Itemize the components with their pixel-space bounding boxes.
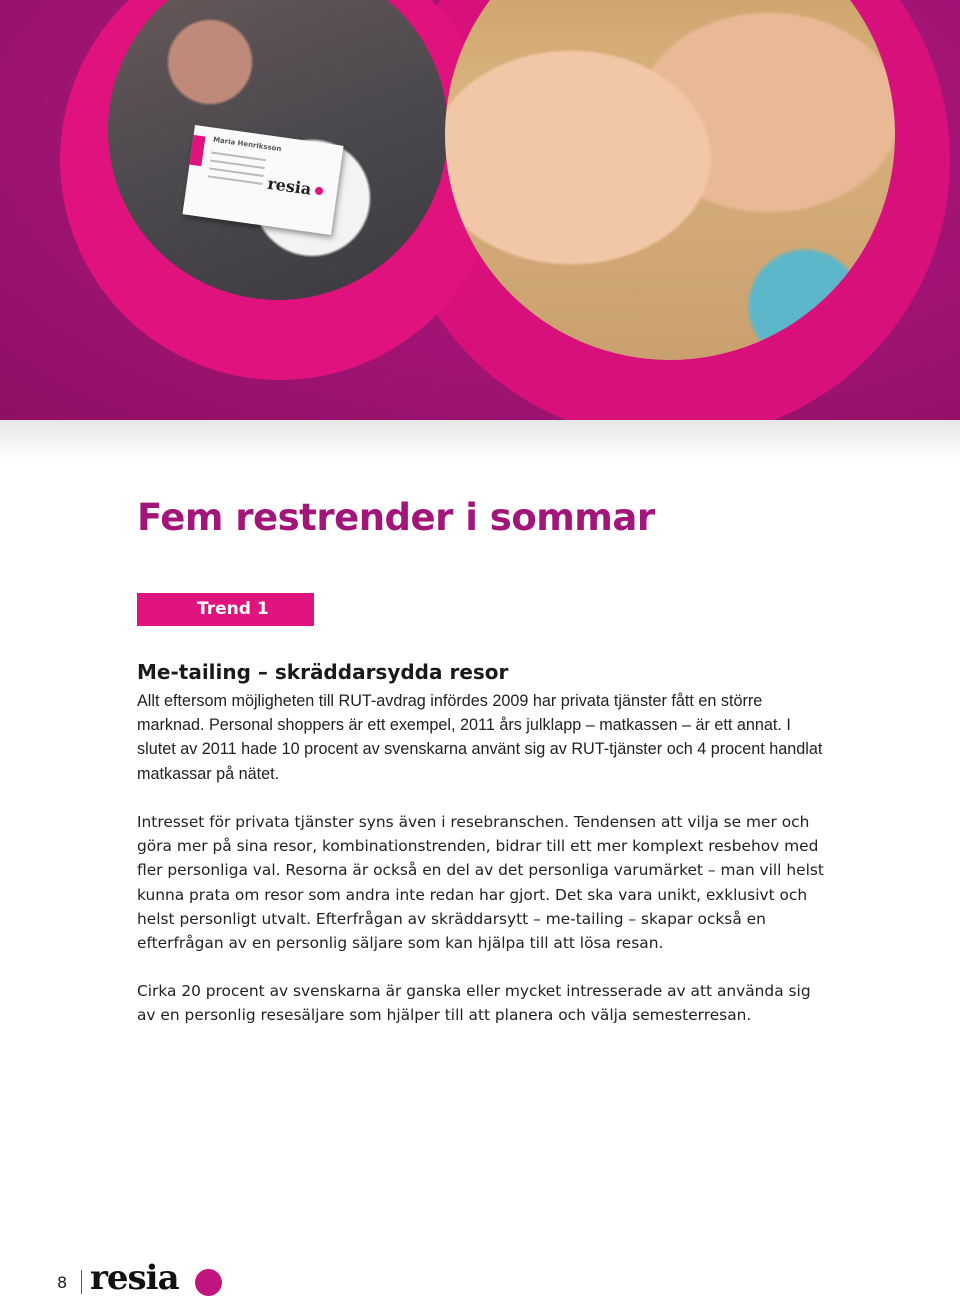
card-stripe xyxy=(189,135,205,166)
section-heading: Me-tailing – skräddarsydda resor xyxy=(137,660,509,684)
hero-banner xyxy=(0,0,960,420)
card-name: Maria Henriksson xyxy=(212,135,282,154)
card-logo-dot xyxy=(315,186,324,195)
card-text-line xyxy=(209,167,264,177)
trend-badge: Trend 1 xyxy=(137,593,314,626)
card-text-line xyxy=(211,152,266,162)
business-card xyxy=(182,125,343,235)
paragraph-3: Cirka 20 procent av svenskarna är ganska eller mycket intresserade av att använda sig av en personlig resesäljare som hjälper till att planera och välja semesterresan. xyxy=(137,982,811,1025)
resia-logo: resia xyxy=(90,1258,179,1298)
paragraph-1: Allt eftersom möjligheten till RUT-avdrag infördes 2009 har privata tjänster fått en större marknad. Personal shoppers är ett exempel, 2011 års julklapp – matkassen – är ett annat. I slutet av 2011 hade 10 procent av svenskarna använt sig av RUT-tjänster och 4 procent handlat matkassar på nätet. xyxy=(137,692,823,783)
card-text-line xyxy=(210,159,265,169)
page-number: 8 xyxy=(57,1273,68,1292)
paragraph-2: Intresset för privata tjänster syns även i resebranschen. Tendensen att vilja se mer och göra mer på sina resor, kombinationstrenden, bidrar till ett mer komplext resbehov med fler personliga val. Resorna är också en del av det personliga varumärket – man vill helst kunna prata om resor som andra inte redan har gjort. Det ska vara unikt, exklusivt och helst personligt utvalt. Efterfrågan av skräddarsytt – me-tailing – skapar också en efterfrågan av en personlig säljare som kan hjälpa till att lösa resan. xyxy=(137,813,824,953)
hero-shadow xyxy=(0,420,960,460)
resia-logo-dot-icon xyxy=(195,1269,222,1296)
page-title: Fem restrender i sommar xyxy=(137,496,655,539)
card-logo: resia xyxy=(266,173,313,199)
footer-separator xyxy=(81,1270,82,1294)
card-text-line xyxy=(208,175,263,185)
